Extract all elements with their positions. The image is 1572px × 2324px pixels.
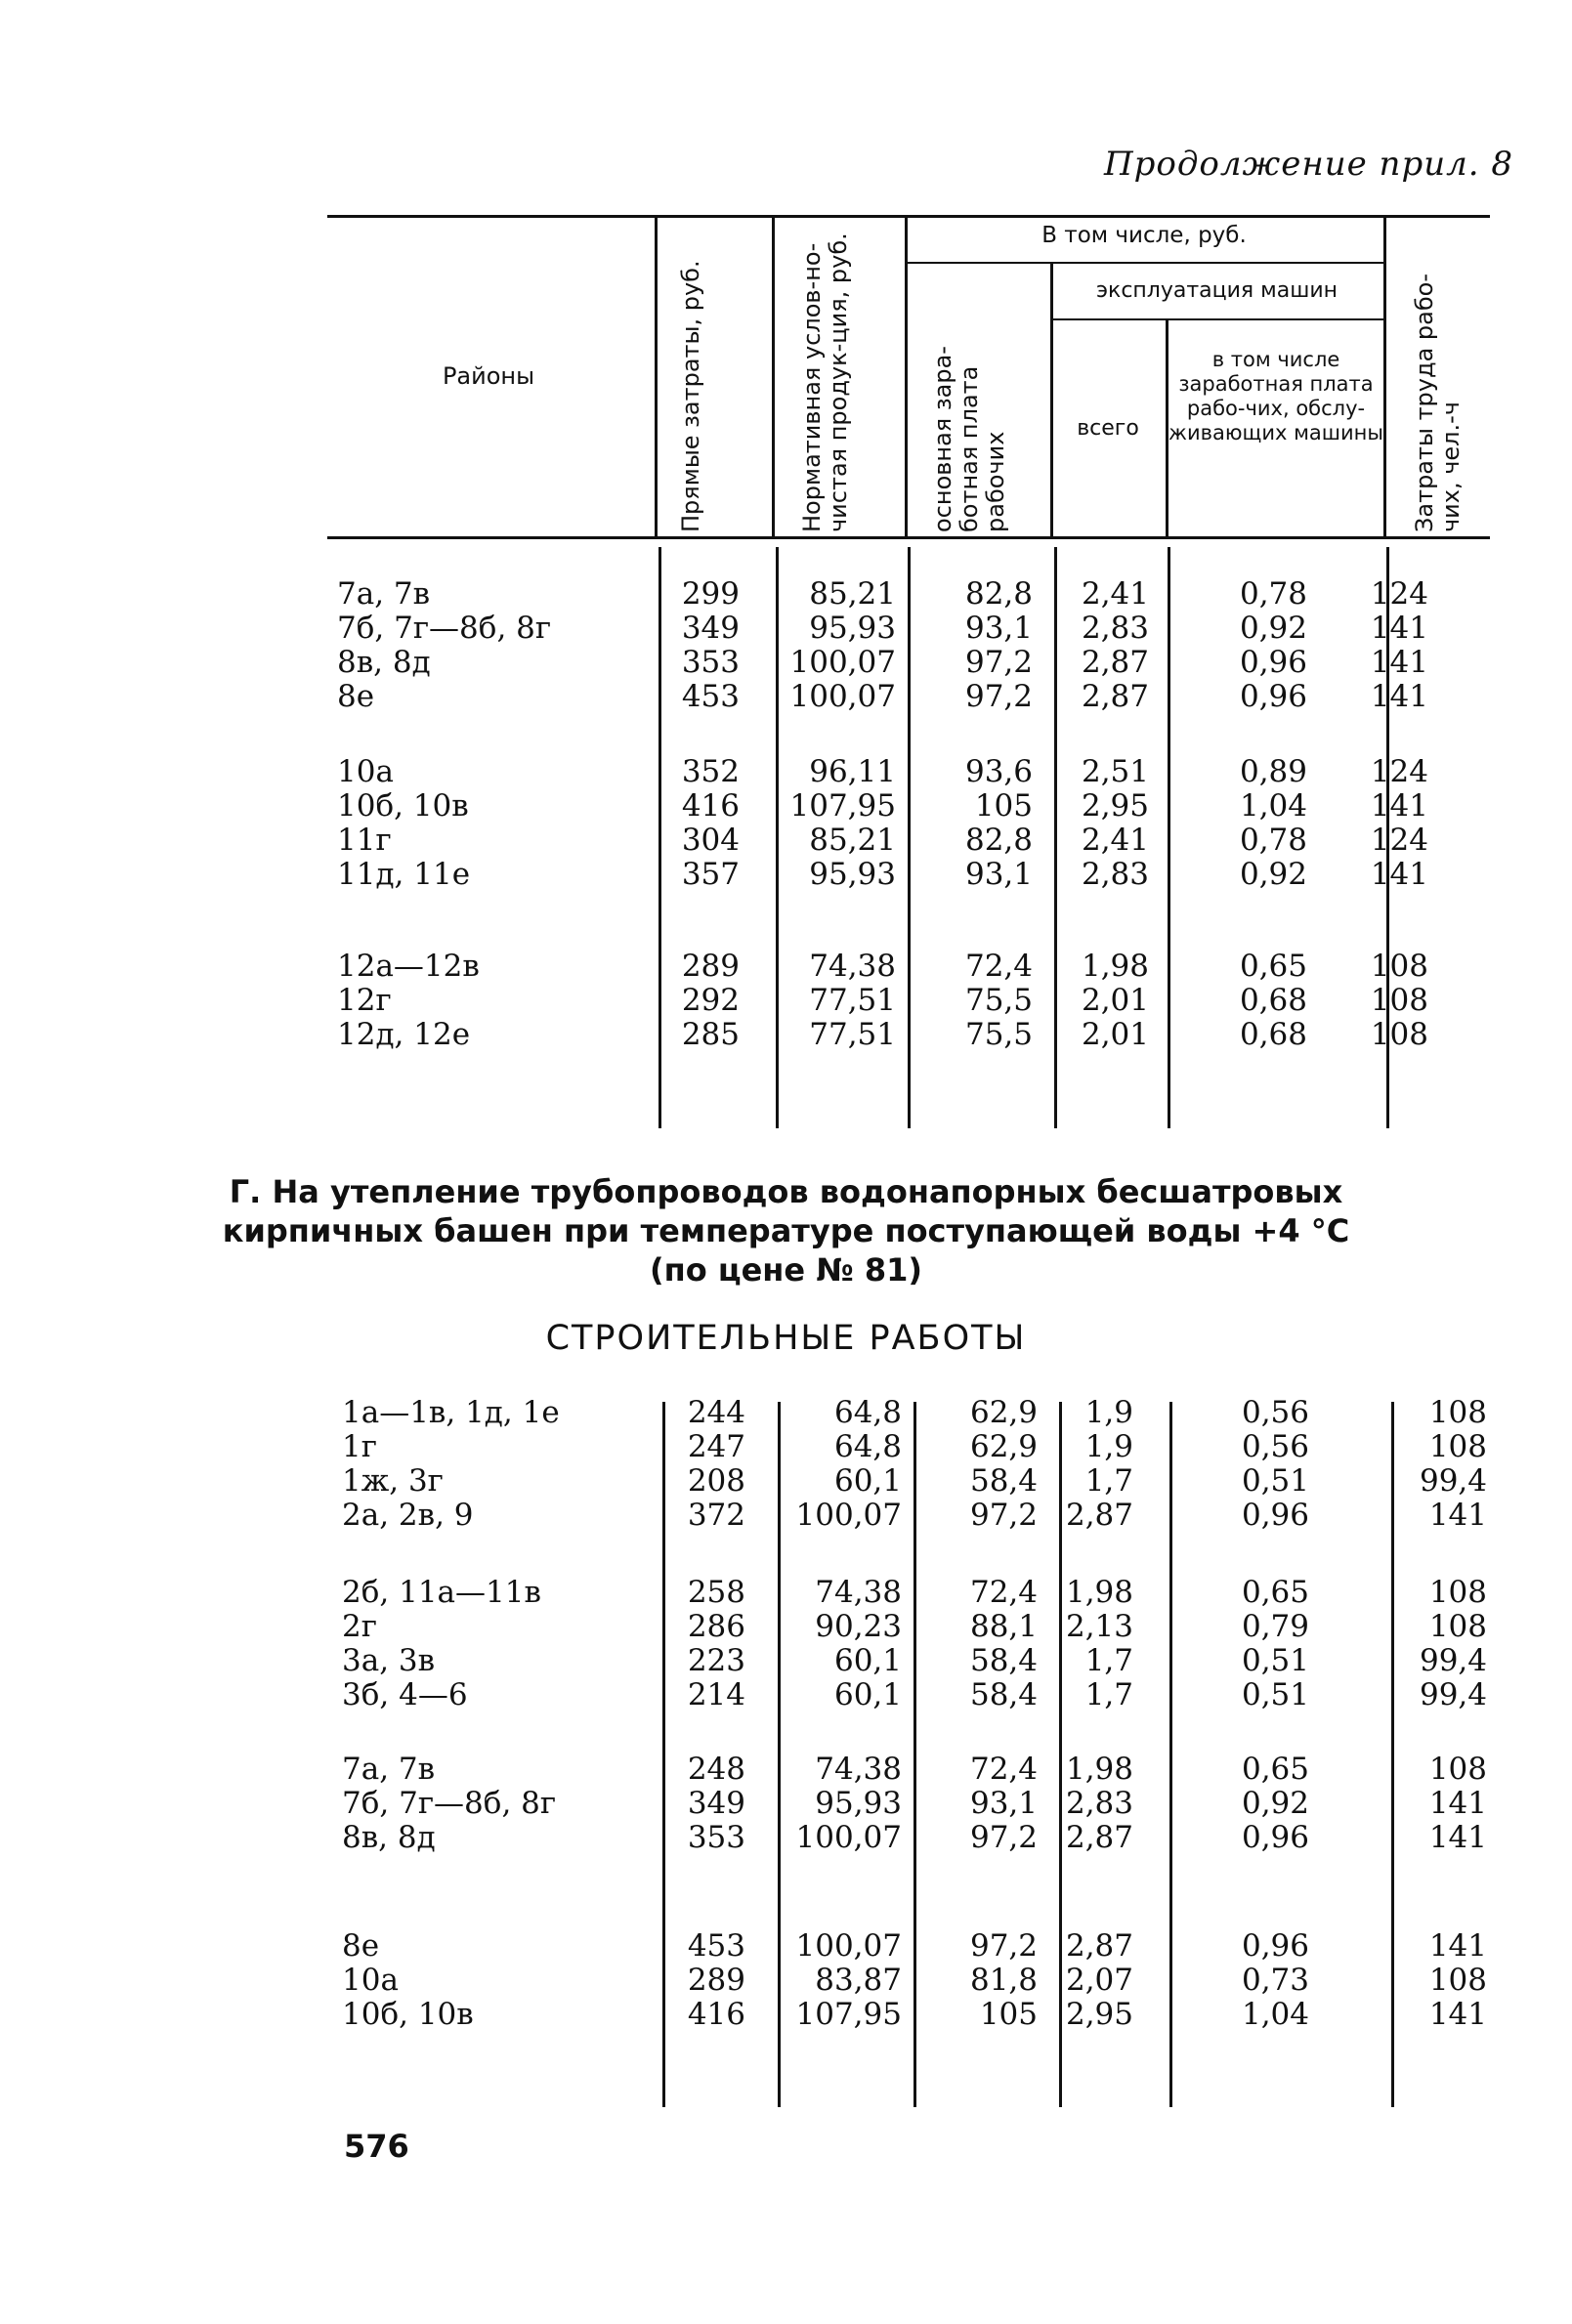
value-cell: 0,78 [1239,576,1307,612]
value-cell: 0,73 [1241,1963,1309,1998]
value-cell: 107,95 [795,1997,902,2032]
value-cell: 0,92 [1241,1786,1309,1821]
value-cell: 141 [1428,1997,1487,2032]
region-cell: 7а, 7в [342,1752,436,1787]
value-cell: 1,9 [1084,1429,1133,1464]
value-cell: 108 [1370,949,1428,984]
region-cell: 8в, 8д [337,645,431,680]
region-cell: 12г [337,983,392,1018]
value-cell: 58,4 [969,1463,1038,1499]
value-cell: 100,07 [795,1820,902,1855]
value-cell: 208 [687,1463,745,1499]
region-cell: 2а, 2в, 9 [342,1498,474,1533]
hdr-divider-4 [1050,264,1053,536]
region-cell: 1ж, 3г [342,1463,444,1499]
region-cell: 10а [342,1963,399,1998]
value-cell: 99,4 [1419,1643,1487,1678]
section-title-line-2: кирпичных башен при температуре поступающей воды +4 °С [222,1212,1350,1249]
value-cell: 286 [687,1609,745,1644]
value-cell: 74,38 [815,1575,902,1610]
value-cell: 289 [681,949,740,984]
value-cell: 349 [681,611,740,646]
region-cell: 8в, 8д [342,1820,436,1855]
value-cell: 0,89 [1239,754,1307,789]
region-cell: 10б, 10в [337,788,469,824]
value-cell: 97,2 [969,1820,1038,1855]
region-cell: 7а, 7в [337,576,431,612]
value-cell: 77,51 [809,983,896,1018]
value-cell: 299 [681,576,740,612]
value-cell: 258 [687,1575,745,1610]
region-cell: 11г [337,823,392,858]
value-cell: 1,98 [1081,949,1149,984]
page-number: 576 [344,2128,409,2165]
value-cell: 97,2 [969,1928,1038,1964]
value-cell: 0,79 [1241,1609,1309,1644]
value-cell: 1,9 [1084,1395,1133,1430]
value-cell: 2,87 [1065,1928,1133,1964]
value-cell: 64,8 [833,1429,902,1464]
value-cell: 108 [1428,1752,1487,1787]
value-cell: 357 [681,857,740,892]
value-cell: 1,7 [1084,1643,1133,1678]
value-cell: 108 [1370,983,1428,1018]
hdr-divider-3 [905,217,908,536]
region-cell: 12а—12в [337,949,480,984]
value-cell: 0,96 [1241,1498,1309,1533]
region-cell: 7б, 7г—8б, 8г [337,611,552,646]
hdr-divider-2 [772,217,775,536]
value-cell: 0,96 [1239,645,1307,680]
value-cell: 352 [681,754,740,789]
value-cell: 83,87 [815,1963,902,1998]
header-normative-output [799,220,852,532]
value-cell: 2,41 [1081,823,1149,858]
section-title-line-3: (по цене № 81) [649,1251,923,1289]
region-cell: 8е [337,679,375,714]
value-cell: 82,8 [964,576,1033,612]
value-cell: 2,07 [1065,1963,1133,1998]
value-cell: 223 [687,1643,745,1678]
value-cell: 62,9 [969,1395,1038,1430]
value-cell: 124 [1370,576,1428,612]
t1-divider-3 [908,547,911,1128]
value-cell: 77,51 [809,1017,896,1052]
t2-divider-2 [778,1402,781,2107]
value-cell: 0,96 [1241,1820,1309,1855]
value-cell: 62,9 [969,1429,1038,1464]
value-cell: 90,23 [815,1609,902,1644]
value-cell: 2,87 [1081,679,1149,714]
value-cell: 0,51 [1241,1643,1309,1678]
subsection-title: СТРОИТЕЛЬНЫЕ РАБОТЫ [545,1319,1027,1358]
value-cell: 95,93 [809,857,896,892]
value-cell: 124 [1370,754,1428,789]
value-cell: 108 [1370,1017,1428,1052]
region-cell: 10б, 10в [342,1997,474,2032]
value-cell: 93,1 [964,857,1033,892]
region-cell: 3б, 4—6 [342,1677,468,1712]
header-top-rule [327,215,1490,218]
value-cell: 100,07 [789,679,896,714]
value-cell: 95,93 [809,611,896,646]
value-cell: 108 [1428,1575,1487,1610]
value-cell: 2,13 [1065,1609,1133,1644]
value-cell: 1,7 [1084,1677,1133,1712]
value-cell: 2,83 [1081,857,1149,892]
value-cell: 107,95 [789,788,896,824]
value-cell: 108 [1428,1395,1487,1430]
value-cell: 2,95 [1081,788,1149,824]
value-cell: 81,8 [969,1963,1038,1998]
value-cell: 0,96 [1241,1928,1309,1964]
value-cell: 2,41 [1081,576,1149,612]
value-cell: 141 [1428,1498,1487,1533]
value-cell: 416 [687,1997,745,2032]
value-cell: 453 [681,679,740,714]
value-cell: 0,65 [1241,1575,1309,1610]
value-cell: 97,2 [969,1498,1038,1533]
value-cell: 74,38 [815,1752,902,1787]
value-cell: 72,4 [969,1575,1038,1610]
t2-divider-3 [913,1402,916,2107]
value-cell: 0,56 [1241,1429,1309,1464]
value-cell: 285 [681,1017,740,1052]
hdr-divider-1 [655,217,658,536]
region-cell: 2г [342,1609,377,1644]
value-cell: 0,51 [1241,1677,1309,1712]
value-cell: 99,4 [1419,1463,1487,1499]
header-including-wages: в том числе заработная плата рабо-чих, обслу-живающих машины [1168,348,1383,444]
value-cell: 141 [1428,1786,1487,1821]
value-cell: 58,4 [969,1643,1038,1678]
value-cell: 2,87 [1065,1498,1133,1533]
value-cell: 0,51 [1241,1463,1309,1499]
value-cell: 292 [681,983,740,1018]
value-cell: 75,5 [964,983,1033,1018]
value-cell: 1,7 [1084,1463,1133,1499]
value-cell: 141 [1428,1820,1487,1855]
value-cell: 2,95 [1065,1997,1133,2032]
t1-divider-5 [1168,547,1170,1128]
value-cell: 124 [1370,823,1428,858]
value-cell: 2,87 [1065,1820,1133,1855]
value-cell: 0,68 [1239,983,1307,1018]
header-normative-output-text: Нормативная услов-но-чистая продук-ция, руб. [798,232,852,532]
value-cell: 0,65 [1241,1752,1309,1787]
value-cell: 141 [1428,1928,1487,1964]
section-title [0,1172,1572,1289]
region-cell: 11д, 11е [337,857,471,892]
value-cell: 108 [1428,1963,1487,1998]
t2-divider-5 [1169,1402,1172,2107]
value-cell: 60,1 [833,1677,902,1712]
hdr-divider-6 [1383,217,1386,536]
value-cell: 97,2 [964,679,1033,714]
t2-divider-1 [662,1402,665,2107]
header-machine-operation: эксплуатация машин [1095,278,1338,303]
value-cell: 2,01 [1081,983,1149,1018]
value-cell: 88,1 [969,1609,1038,1644]
header-labor-costs-text: Затраты труда рабо-чих, чел.-ч [1411,273,1465,532]
value-cell: 99,4 [1419,1677,1487,1712]
value-cell: 248 [687,1752,745,1787]
value-cell: 75,5 [964,1017,1033,1052]
header-sub-rule-2 [1050,318,1383,320]
value-cell: 453 [687,1928,745,1964]
value-cell: 93,6 [964,754,1033,789]
header-including-rub: В том числе, руб. [1041,223,1247,248]
region-cell: 1а—1в, 1д, 1е [342,1395,560,1430]
value-cell: 97,2 [964,645,1033,680]
value-cell: 74,38 [809,949,896,984]
region-cell: 1г [342,1429,377,1464]
value-cell: 2,51 [1081,754,1149,789]
value-cell: 141 [1370,857,1428,892]
header-basic-wages-text: основная зара-ботная плата рабочих [929,346,1009,532]
header-basic-wages [930,317,1009,532]
value-cell: 141 [1370,611,1428,646]
value-cell: 0,78 [1239,823,1307,858]
value-cell: 353 [681,645,740,680]
region-cell: 2б, 11а—11в [342,1575,541,1610]
header-labor-costs [1412,239,1465,532]
region-cell: 12д, 12е [337,1017,471,1052]
hdr-divider-5 [1166,320,1168,536]
value-cell: 93,1 [969,1786,1038,1821]
value-cell: 0,96 [1239,679,1307,714]
value-cell: 1,04 [1241,1997,1309,2032]
value-cell: 2,83 [1081,611,1149,646]
value-cell: 353 [687,1820,745,1855]
value-cell: 141 [1370,679,1428,714]
header-sub-rule-1 [905,262,1383,264]
header-regions: Районы [442,362,535,390]
value-cell: 289 [687,1963,745,1998]
t1-divider-4 [1054,547,1057,1128]
value-cell: 0,56 [1241,1395,1309,1430]
value-cell: 100,07 [795,1928,902,1964]
running-head: Продолжение прил. 8 [1104,145,1513,184]
header-bottom-rule [327,536,1490,539]
value-cell: 1,98 [1065,1752,1133,1787]
value-cell: 0,92 [1239,611,1307,646]
section-title-line-1: Г. На утепление трубопроводов водонапорных бесшатровых [229,1173,1343,1210]
header-direct-costs-text: Прямые затраты, руб. [677,260,704,532]
header-total: всего [1077,416,1139,441]
value-cell: 58,4 [969,1677,1038,1712]
region-cell: 7б, 7г—8б, 8г [342,1786,557,1821]
region-cell: 3а, 3в [342,1643,436,1678]
value-cell: 93,1 [964,611,1033,646]
t2-divider-6 [1391,1402,1394,2107]
value-cell: 247 [687,1429,745,1464]
value-cell: 96,11 [809,754,896,789]
value-cell: 244 [687,1395,745,1430]
value-cell: 214 [687,1677,745,1712]
value-cell: 95,93 [815,1786,902,1821]
value-cell: 60,1 [833,1463,902,1499]
value-cell: 72,4 [969,1752,1038,1787]
value-cell: 141 [1370,645,1428,680]
value-cell: 2,01 [1081,1017,1149,1052]
value-cell: 85,21 [809,823,896,858]
value-cell: 2,83 [1065,1786,1133,1821]
value-cell: 2,87 [1081,645,1149,680]
region-cell: 8е [342,1928,380,1964]
header-direct-costs [678,239,704,532]
value-cell: 72,4 [964,949,1033,984]
value-cell: 0,92 [1239,857,1307,892]
value-cell: 105 [974,788,1033,824]
value-cell: 416 [681,788,740,824]
value-cell: 372 [687,1498,745,1533]
value-cell: 108 [1428,1609,1487,1644]
value-cell: 82,8 [964,823,1033,858]
value-cell: 100,07 [789,645,896,680]
value-cell: 85,21 [809,576,896,612]
value-cell: 349 [687,1786,745,1821]
value-cell: 1,04 [1239,788,1307,824]
value-cell: 105 [979,1997,1038,2032]
value-cell: 108 [1428,1429,1487,1464]
value-cell: 100,07 [795,1498,902,1533]
value-cell: 304 [681,823,740,858]
value-cell: 141 [1370,788,1428,824]
value-cell: 0,68 [1239,1017,1307,1052]
region-cell: 10а [337,754,394,789]
value-cell: 1,98 [1065,1575,1133,1610]
value-cell: 0,65 [1239,949,1307,984]
value-cell: 60,1 [833,1643,902,1678]
value-cell: 64,8 [833,1395,902,1430]
